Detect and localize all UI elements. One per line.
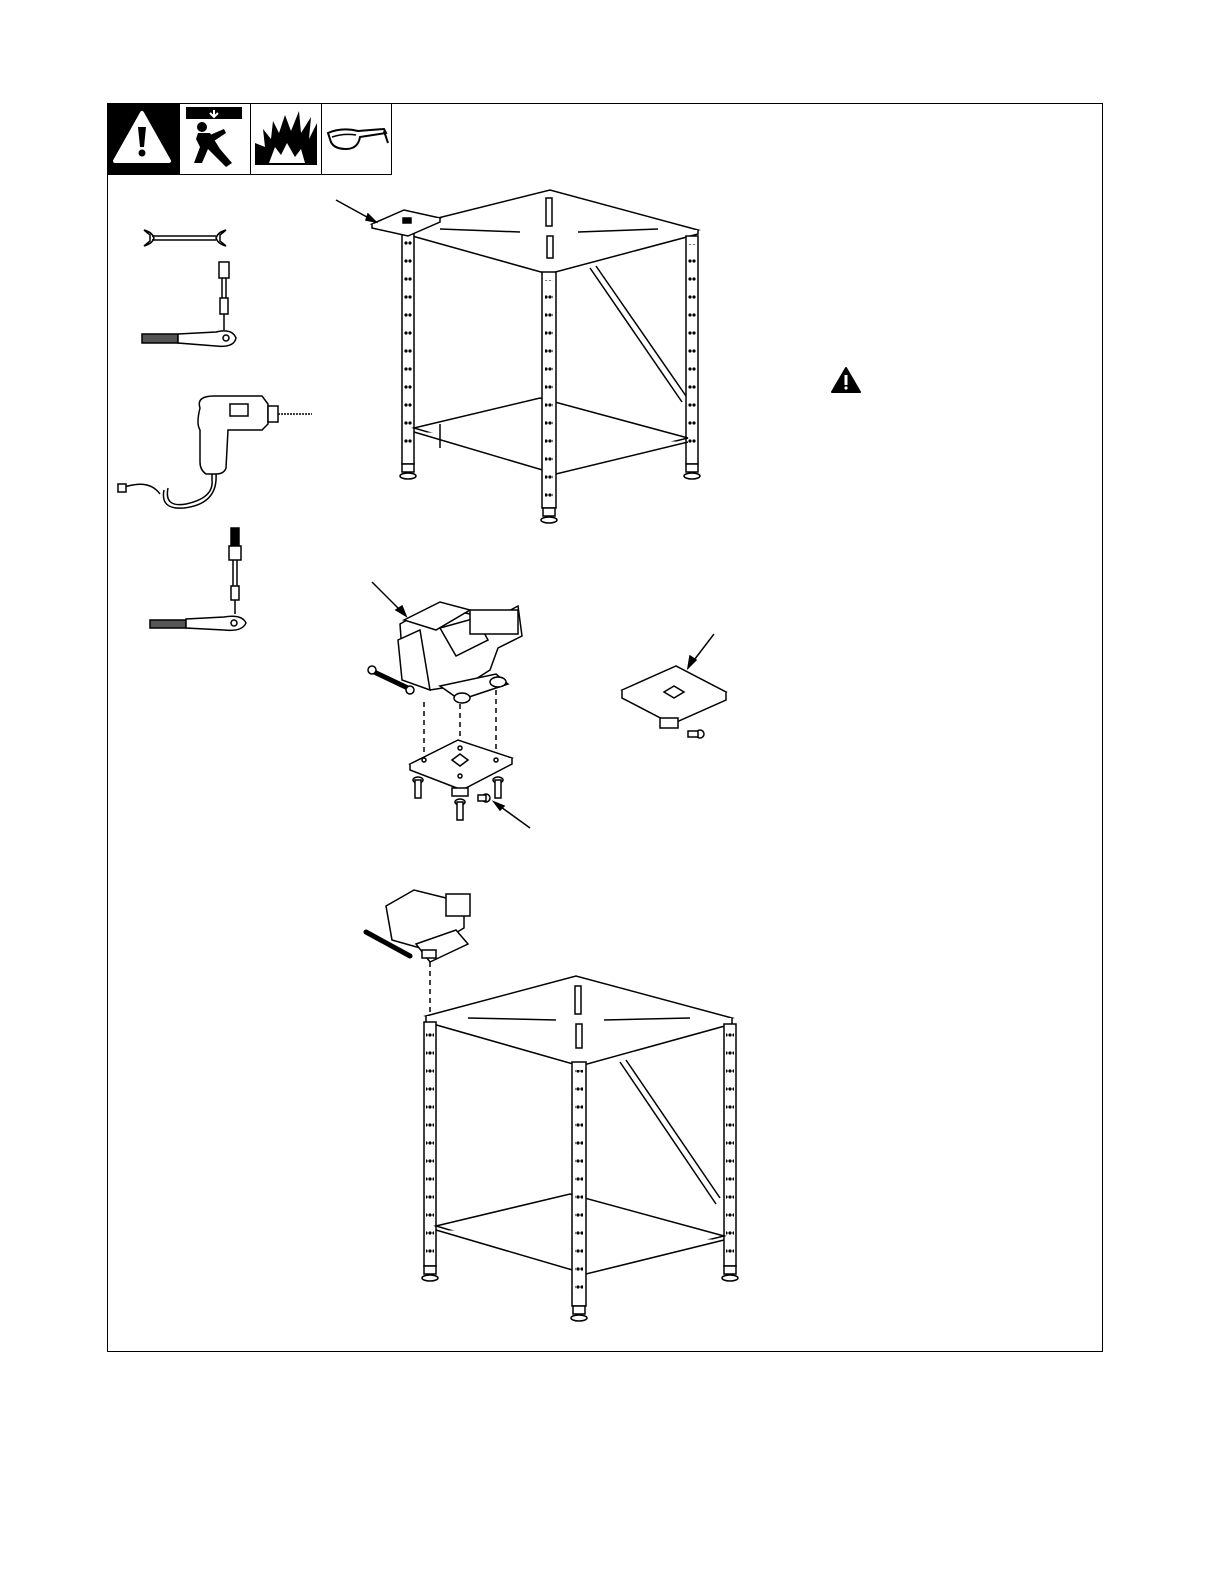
workbench-with-vise-installed (366, 890, 738, 1321)
open-end-wrench-icon (144, 230, 226, 246)
ratchet-socket-icon (142, 262, 236, 346)
workbench-with-mount-plate (336, 190, 700, 523)
warning-triangle-icon (832, 368, 860, 392)
vise-mounting-exploded-view (368, 582, 530, 828)
ratchet-extension-icon (150, 528, 246, 630)
mount-plate-detail (622, 634, 726, 738)
electric-drill-icon (118, 396, 312, 508)
